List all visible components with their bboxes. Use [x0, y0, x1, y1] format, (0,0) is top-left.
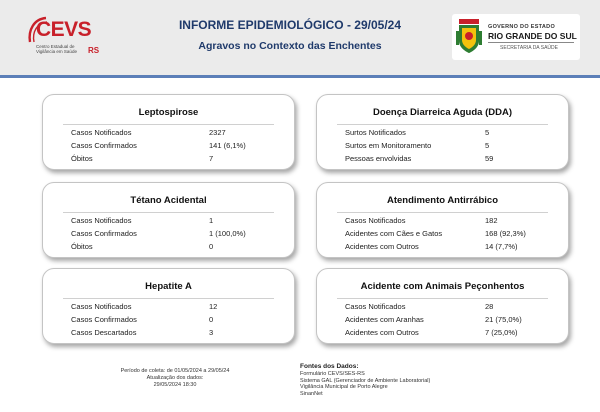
- rs-government-logo: [452, 14, 580, 60]
- card-title: Tétano Acidental: [130, 195, 207, 206]
- stat-value: 182: [485, 216, 498, 225]
- stat-label: Casos Descartados: [71, 328, 137, 337]
- rs-logo-line3: SECRETARIA DA SAÚDE: [500, 45, 558, 51]
- stat-value: 1 (100,0%): [209, 229, 246, 238]
- data-sources: [300, 364, 480, 398]
- card-leptospirose: [42, 94, 295, 170]
- stat-value: 0: [209, 315, 214, 324]
- stat-row: [317, 128, 568, 140]
- stat-value: 3: [209, 328, 214, 337]
- stat-value: 2327: [209, 128, 226, 137]
- card-hepatite-a: [42, 268, 295, 344]
- stat-label: Surtos em Monitoramento: [345, 141, 432, 150]
- card-dda: [316, 94, 569, 170]
- stat-label: Pessoas envolvidas: [345, 154, 412, 163]
- stat-value: 7 (25,0%): [485, 328, 518, 337]
- stat-label: Acidentes com Aranhas: [345, 315, 424, 324]
- cevs-logo-sub: Centro Estadual de Vigilância em Saúde: [36, 44, 77, 54]
- stat-value: 5: [485, 141, 490, 150]
- stat-row: [317, 315, 568, 327]
- stat-label: Óbitos: [71, 154, 93, 163]
- stat-row: [317, 141, 568, 153]
- stat-row: [317, 302, 568, 314]
- cevs-logo-text: CEVS: [36, 18, 92, 41]
- card-title: Atendimento Antirrábico: [386, 195, 498, 206]
- stat-value: 0: [209, 242, 214, 251]
- stat-label: Acidentes com Outros: [345, 242, 419, 251]
- updated-label: Atualização dos dados:: [146, 375, 204, 381]
- stat-label: Casos Notificados: [345, 216, 406, 225]
- cevs-logo-region: RS: [88, 46, 100, 55]
- stat-value: 14 (7,7%): [485, 242, 518, 251]
- card-title: Doença Diarreica Aguda (DDA): [372, 107, 512, 118]
- collection-period: [90, 368, 260, 389]
- rs-logo-line1: GOVERNO DO ESTADO: [488, 24, 556, 30]
- stat-row: [43, 141, 294, 153]
- stat-row: [43, 229, 294, 241]
- card-tetano: [42, 182, 295, 258]
- stat-row: [43, 328, 294, 340]
- card-divider: [63, 212, 274, 213]
- card-divider: [63, 298, 274, 299]
- stat-label: Casos Notificados: [345, 302, 406, 311]
- stat-row: [317, 229, 568, 241]
- card-animais-peconhentos: [316, 268, 569, 344]
- page-title: INFORME EPIDEMIOLÓGICO - 29/05/24: [178, 18, 402, 32]
- rs-logo-divider: [488, 42, 574, 43]
- stat-row: [43, 242, 294, 254]
- stat-value: 12: [209, 302, 218, 311]
- stat-label: Acidentes com Cães e Gatos: [345, 229, 443, 238]
- stat-value: 141 (6,1%): [209, 141, 246, 150]
- source-item: SinanNet: [300, 391, 323, 398]
- rs-logo-line2: RIO GRANDE DO SUL: [488, 31, 577, 41]
- card-divider: [63, 124, 274, 125]
- stat-row: [43, 315, 294, 327]
- stat-row: [317, 216, 568, 228]
- stat-label: Casos Confirmados: [71, 315, 137, 324]
- stat-label: Acidentes com Outros: [345, 328, 419, 337]
- stat-value: 59: [485, 154, 494, 163]
- stat-row: [43, 302, 294, 314]
- sources-title: Fontes dos Dados:: [300, 363, 359, 370]
- card-title: Leptospirose: [138, 107, 199, 118]
- card-divider: [337, 124, 548, 125]
- stat-label: Casos Notificados: [71, 302, 132, 311]
- card-divider: [337, 212, 548, 213]
- stat-value: 21 (75,0%): [485, 315, 522, 324]
- stat-row: [43, 216, 294, 228]
- source-item: Formulário CEVS/SES-RS: [300, 370, 365, 377]
- card-divider: [337, 298, 548, 299]
- stat-value: 28: [485, 302, 494, 311]
- stat-row: [43, 154, 294, 166]
- stat-value: 1: [209, 216, 214, 225]
- stat-label: Casos Notificados: [71, 216, 132, 225]
- stat-label: Óbitos: [71, 242, 93, 251]
- header-band: [0, 0, 600, 78]
- stat-label: Casos Confirmados: [71, 141, 137, 150]
- card-antirrabico: [316, 182, 569, 258]
- updated-value: 29/05/2024 18:30: [153, 382, 197, 388]
- period-text: Período de coleta: de 01/05/2024 a 29/05/24: [120, 368, 230, 374]
- stat-value: 5: [485, 128, 490, 137]
- page-subtitle: Agravos no Contexto das Enchentes: [198, 40, 382, 52]
- stat-label: Surtos Notificados: [345, 128, 406, 137]
- stat-row: [43, 128, 294, 140]
- rs-coat-of-arms-icon: [456, 19, 482, 55]
- cevs-logo: [26, 14, 128, 60]
- stat-row: [317, 328, 568, 340]
- stat-label: Casos Notificados: [71, 128, 132, 137]
- stat-value: 7: [209, 154, 214, 163]
- stat-row: [317, 154, 568, 166]
- stat-label: Casos Confirmados: [71, 229, 137, 238]
- source-item: Sistema GAL (Gerenciador de Ambiente Laboratorial): [300, 377, 431, 384]
- stat-row: [317, 242, 568, 254]
- card-title: Acidente com Animais Peçonhentos: [360, 281, 525, 292]
- source-item: Vigilância Municipal de Porto Alegre: [300, 384, 388, 391]
- stat-value: 168 (92,3%): [485, 229, 526, 238]
- card-title: Hepatite A: [145, 281, 192, 292]
